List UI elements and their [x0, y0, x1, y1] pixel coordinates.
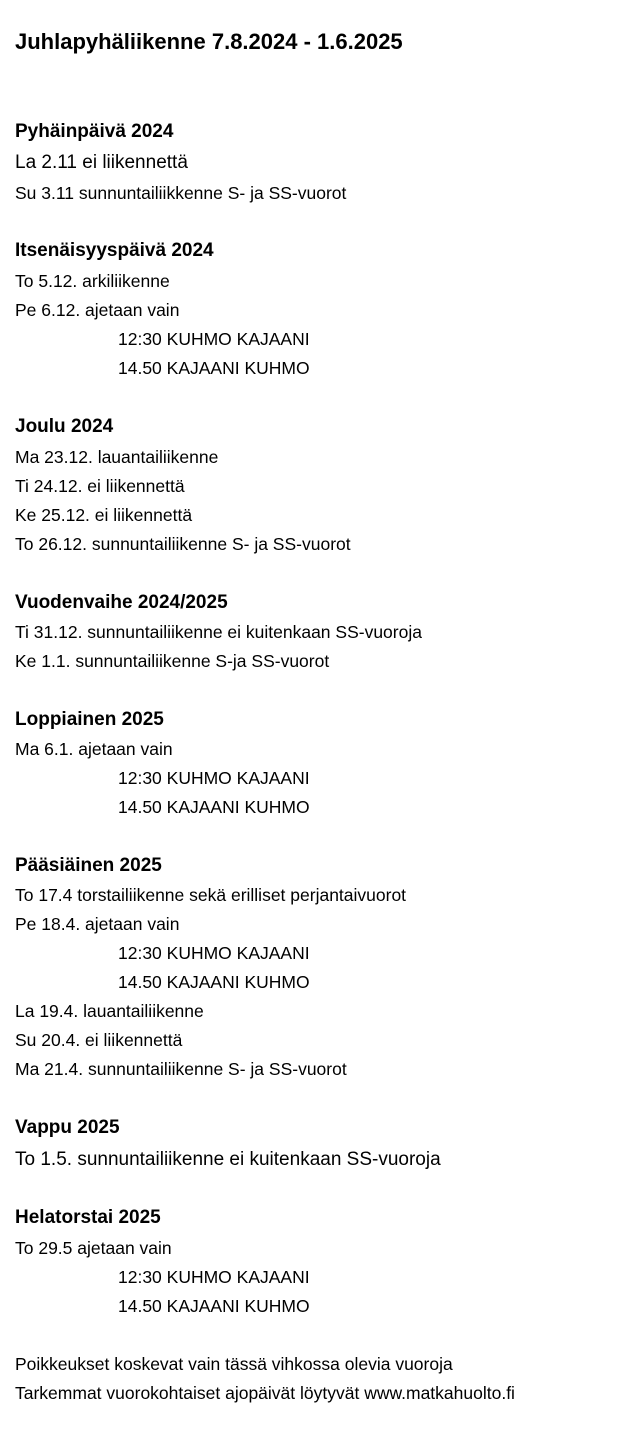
route-line: 14.50 KAJAANI KUHMO	[118, 972, 310, 992]
footer-website-note: Tarkemmat vuorokohtaiset ajopäivät löytyvät www.matkahuolto.fi	[15, 1383, 515, 1403]
section-line: Ke 1.1. sunnuntailiikenne S-ja SS-vuorot	[15, 651, 330, 671]
route-line: 12:30 KUHMO KAJAANI	[118, 943, 310, 963]
section-line: Ti 31.12. sunnuntailiikenne ei kuitenkaan SS-vuoroja	[15, 622, 422, 642]
route-line: 12:30 KUHMO KAJAANI	[118, 329, 310, 349]
route-line: 14.50 KAJAANI KUHMO	[118, 358, 310, 378]
section-line: Pe 18.4. ajetaan vain	[15, 914, 180, 934]
section-heading-helatorstai: Helatorstai 2025	[15, 1207, 161, 1228]
section-line: Ma 21.4. sunnuntailiikenne S- ja SS-vuorot	[15, 1059, 347, 1079]
section-line: La 19.4. lauantailiikenne	[15, 1001, 204, 1021]
route-line: 12:30 KUHMO KAJAANI	[118, 768, 310, 788]
section-line: Ma 23.12. lauantailiikenne	[15, 447, 219, 467]
section-line: La 2.11 ei liikennettä	[15, 152, 188, 173]
section-line: To 1.5. sunnuntailiikenne ei kuitenkaan SS-vuoroja	[15, 1149, 441, 1170]
section-line: Su 20.4. ei liikennettä	[15, 1030, 183, 1050]
section-line: Pe 6.12. ajetaan vain	[15, 300, 180, 320]
section-heading-itsenaisyyspaiva: Itsenäisyyspäivä 2024	[15, 240, 214, 261]
section-heading-loppiainen: Loppiainen 2025	[15, 709, 164, 730]
section-line: Ti 24.12. ei liikennettä	[15, 476, 185, 496]
section-line: Ma 6.1. ajetaan vain	[15, 739, 173, 759]
route-line: 14.50 KAJAANI KUHMO	[118, 1296, 310, 1316]
section-heading-pyhainpaiva: Pyhäinpäivä 2024	[15, 121, 174, 142]
route-line: 12:30 KUHMO KAJAANI	[118, 1267, 310, 1287]
section-line: To 5.12. arkiliikenne	[15, 271, 170, 291]
section-line: To 26.12. sunnuntailiikenne S- ja SS-vuorot	[15, 534, 351, 554]
section-heading-joulu: Joulu 2024	[15, 416, 114, 437]
section-line: Ke 25.12. ei liikennettä	[15, 505, 193, 525]
route-line: 14.50 KAJAANI KUHMO	[118, 797, 310, 817]
section-line: To 17.4 torstailiikenne sekä erilliset perjantaivuorot	[15, 885, 407, 905]
section-heading-vuodenvaihe: Vuodenvaihe 2024/2025	[15, 592, 228, 613]
section-line: To 29.5 ajetaan vain	[15, 1238, 172, 1258]
section-line: Su 3.11 sunnuntailiikkenne S- ja SS-vuorot	[15, 183, 347, 203]
footer-note: Poikkeukset koskevat vain tässä vihkossa olevia vuoroja	[15, 1354, 453, 1374]
page-title: Juhlapyhäliikenne 7.8.2024 - 1.6.2025	[15, 29, 403, 54]
section-heading-vappu: Vappu 2025	[15, 1117, 120, 1138]
section-heading-paasiainen: Pääsiäinen 2025	[15, 855, 162, 876]
